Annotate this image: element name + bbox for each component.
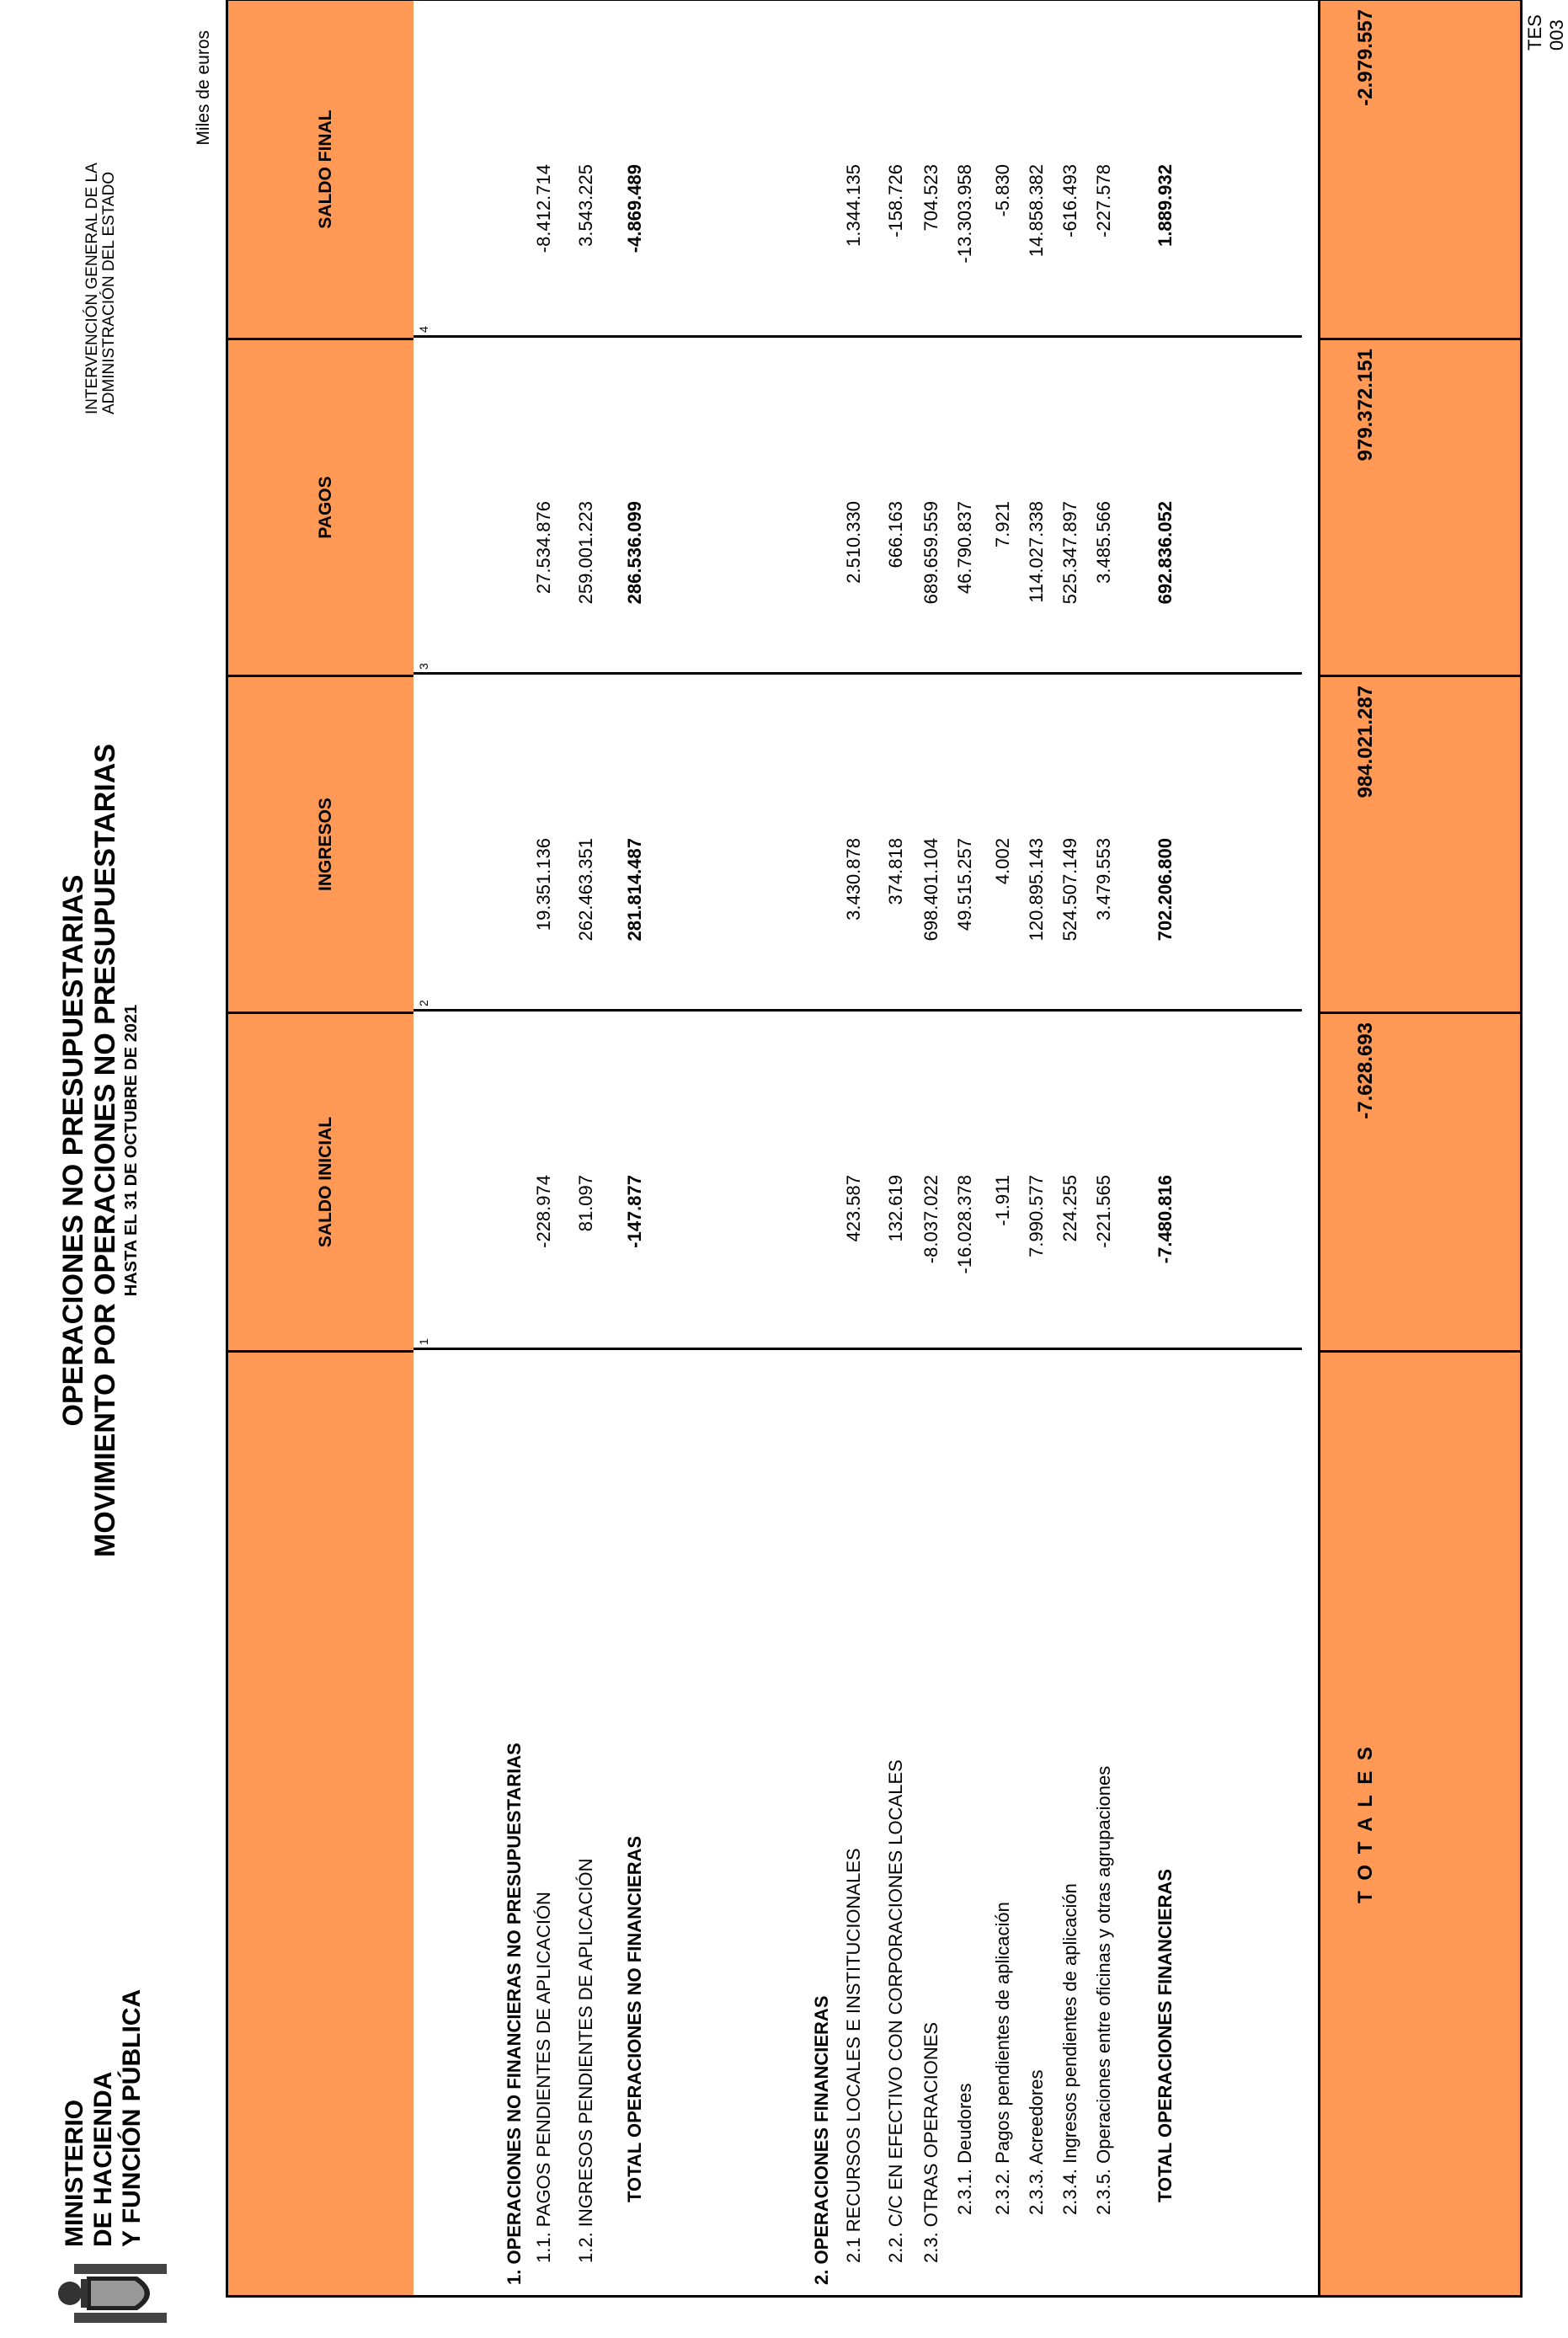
header-saldo-inicial — [228, 1012, 413, 1350]
row-value: 689.659.559 — [920, 501, 941, 605]
row-value: 374.818 — [885, 838, 906, 905]
row-value: 1.344.135 — [843, 164, 864, 247]
report-subtitle: MOVIMIENTO POR OPERACIONES NO PRESUPUESTARIAS — [89, 744, 121, 1557]
table-row — [952, 1, 978, 2295]
row-value: -1.911 — [992, 1175, 1013, 1226]
row-value: -8.412.714 — [533, 164, 554, 254]
row-value: -8.037.022 — [920, 1175, 941, 1264]
row-label: 1.2. INGRESOS PENDIENTES DE APLICACIÓN — [575, 1858, 596, 2263]
header-ingresos — [228, 675, 413, 1012]
table-row — [919, 1, 944, 2295]
row-value: 3.430.878 — [843, 838, 864, 921]
totals-row — [1318, 1, 1520, 2295]
row-label: 2.1 RECURSOS LOCALES E INSTITUCIONALES — [843, 1848, 864, 2263]
movements-table — [226, 0, 1523, 2298]
row-value: -221.565 — [1093, 1175, 1114, 1248]
row-value: -227.578 — [1093, 164, 1114, 238]
totals-cell — [1320, 1012, 1520, 1350]
row-label: 2.3.5. Operaciones entre oficinas y otras agrupaciones — [1093, 1765, 1114, 2215]
row-value: 7.921 — [992, 501, 1013, 548]
row-label: 2.2. C/C EN EFECTIVO CON CORPORACIONES LOCALES — [885, 1759, 906, 2263]
document-code: TES 003 — [1524, 14, 1567, 51]
row-value: -5.830 — [992, 164, 1013, 217]
row-label: 1. OPERACIONES NO FINANCIERAS NO PRESUPUESTARIAS — [504, 1743, 525, 2285]
row-label: 1.1. PAGOS PENDIENTES DE APLICACIÓN — [533, 1892, 554, 2263]
table-row — [990, 1, 1016, 2295]
row-value: 281.814.487 — [624, 838, 645, 942]
row-value: 666.163 — [885, 501, 906, 568]
row-value: 698.401.104 — [920, 838, 941, 942]
table-row — [502, 1, 527, 2295]
report-date: HASTA EL 31 DE OCTUBRE DE 2021 — [122, 1004, 141, 1297]
row-value: -147.877 — [624, 1175, 645, 1248]
row-value: 286.536.099 — [624, 501, 645, 605]
totals-value: -2.979.557 — [1354, 9, 1377, 106]
totals-label-cell — [1320, 1350, 1520, 2295]
ministry-line: MINISTERIO — [61, 2099, 88, 2247]
table-row — [809, 1, 835, 2295]
table-body — [413, 1, 1302, 2295]
row-value: 3.543.225 — [575, 164, 596, 247]
table-row — [841, 1, 867, 2295]
ministry-name — [61, 1989, 147, 2247]
header-concept-cell — [228, 1350, 413, 2295]
row-label: 2.3.4. Ingresos pendientes de aplicación — [1059, 1883, 1080, 2215]
row-value: -16.028.378 — [954, 1175, 975, 1274]
row-value: -7.480.816 — [1155, 1175, 1176, 1264]
row-value: 27.534.876 — [533, 501, 554, 595]
table-row — [573, 1, 599, 2295]
row-value: 132.619 — [885, 1175, 906, 1242]
column-number: 2 — [417, 1000, 430, 1006]
row-value: 525.347.897 — [1059, 501, 1080, 605]
row-value: 46.790.837 — [954, 501, 975, 595]
totals-cell — [1320, 338, 1520, 675]
igae-line: ADMINISTRACIÓN DEL ESTADO — [100, 171, 118, 414]
units-label: Miles de euros — [194, 30, 213, 146]
column-number: 4 — [417, 326, 430, 333]
row-label: 2.3.1. Deudores — [954, 2083, 975, 2215]
ministry-line: Y FUNCIÓN PÚBLICA — [118, 1988, 146, 2247]
row-label: 2. OPERACIONES FINANCIERAS — [811, 1995, 832, 2285]
row-value: 7.990.577 — [1026, 1175, 1047, 1257]
table-row — [1024, 1, 1049, 2295]
row-value: 4.002 — [992, 838, 1013, 885]
table-row — [531, 1, 557, 2295]
row-label: TOTAL OPERACIONES FINANCIERAS — [1155, 1868, 1176, 2202]
totals-value: -7.628.693 — [1354, 1022, 1377, 1119]
row-value: -228.974 — [533, 1175, 554, 1248]
header-pagos — [228, 338, 413, 675]
row-value: 704.523 — [920, 164, 941, 232]
totals-value: 984.021.287 — [1354, 686, 1377, 798]
column-number: 1 — [417, 1338, 430, 1345]
row-value: 224.255 — [1059, 1175, 1080, 1242]
ministry-line: DE HACIENDA — [89, 2071, 117, 2247]
header-saldo-final — [228, 1, 413, 338]
table-row — [1091, 1, 1117, 2295]
row-label: TOTAL OPERACIONES NO FINANCIERAS — [624, 1835, 645, 2202]
row-label: 2.3.3. Acreedores — [1026, 2069, 1047, 2215]
row-value: 1.889.932 — [1155, 164, 1176, 247]
header-label: INGRESOS — [316, 798, 335, 891]
report-title: OPERACIONES NO PRESUPUESTARIAS — [57, 874, 89, 1427]
row-value: 81.097 — [575, 1175, 596, 1232]
row-value: 49.515.257 — [954, 838, 975, 931]
header-label: PAGOS — [316, 476, 335, 539]
row-value: 3.479.553 — [1093, 838, 1114, 921]
table-row — [883, 1, 909, 2295]
row-value: 19.351.136 — [533, 838, 554, 931]
row-label: 2.3. OTRAS OPERACIONES — [920, 2021, 941, 2263]
totals-label: T O T A L E S — [1354, 1744, 1377, 1903]
table-row — [1058, 1, 1083, 2295]
row-value: 2.510.330 — [843, 501, 864, 584]
table-row — [1153, 1, 1178, 2295]
totals-value: 979.372.151 — [1354, 349, 1377, 462]
row-value: 14.858.382 — [1026, 164, 1047, 258]
totals-cell — [1320, 1, 1520, 338]
table-row — [622, 1, 648, 2295]
totals-cell — [1320, 675, 1520, 1012]
column-number: 3 — [417, 663, 430, 670]
table-header — [228, 1, 413, 2295]
row-value: 3.485.566 — [1093, 501, 1114, 584]
row-label: 2.3.2. Pagos pendientes de aplicación — [992, 1902, 1013, 2215]
row-value: 702.206.800 — [1155, 838, 1176, 942]
header-label: SALDO FINAL — [316, 109, 335, 229]
row-value: 423.587 — [843, 1175, 864, 1242]
row-value: 262.463.351 — [575, 838, 596, 942]
report-title-block — [57, 687, 141, 1614]
row-value: -158.726 — [885, 164, 906, 238]
row-value: 524.507.149 — [1059, 838, 1080, 942]
row-value: -616.493 — [1059, 164, 1080, 238]
row-value: 120.895.143 — [1026, 838, 1047, 942]
row-value: 259.001.223 — [575, 501, 596, 605]
igae-line: INTERVENCIÓN GENERAL DE LA — [83, 163, 101, 414]
row-value: 692.836.052 — [1155, 501, 1176, 605]
header-label: SALDO INICIAL — [316, 1116, 335, 1248]
igae-label — [84, 163, 118, 414]
row-value: 114.027.338 — [1026, 501, 1047, 603]
row-value: -4.869.489 — [624, 164, 645, 254]
coat-of-arms-logo — [49, 2255, 175, 2331]
row-value: -13.303.958 — [954, 164, 975, 264]
